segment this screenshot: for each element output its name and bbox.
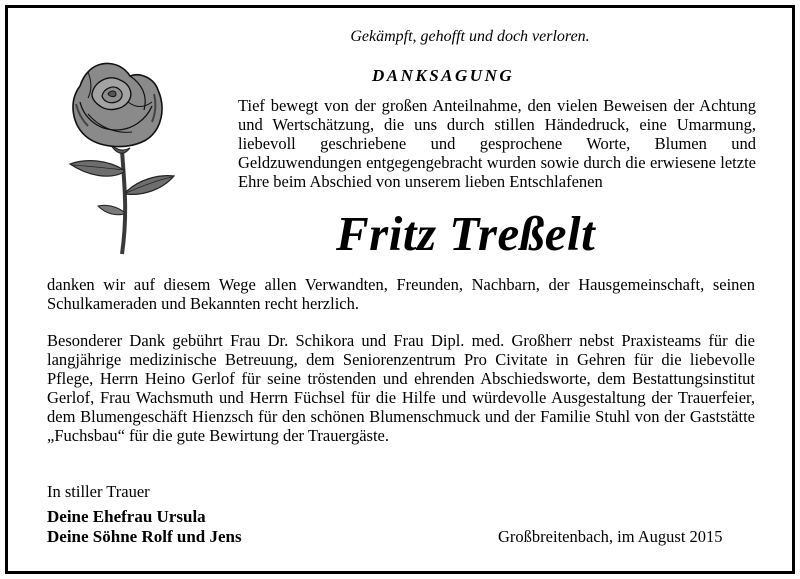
special-thanks-paragraph: Besonderer Dank gebührt Frau Dr. Schikora und Frau Dipl. med. Großherr nebst Praxisteams für die langjährige medizinische Betreuung, dem Seniorenzentrum Pro Civitate in Gehren für die liebevolle Pflege, Herrn Heino Gerlof für seine tröstenden und ehrenden Abschiedsworte, dem Bestattungsinstitut Gerlof, Frau Wachsmuth und Herrn Füchsel für die Hilfe und würdevolle Ausgestaltung der Trauerfeier, dem Blumengeschäft Hienzsch für den schönen Blumenschmuck und der Familie Stuhl von der Gaststätte „Fuchsbau“ für die gute Bewirtung der Trauergäste.	[47, 331, 755, 445]
heading: DANKSAGUNG	[372, 66, 515, 85]
rose-icon	[58, 42, 180, 256]
signature-wife: Deine Ehefrau Ursula	[47, 507, 206, 526]
deceased-name: Fritz Treßelt	[336, 206, 596, 261]
signature-sons: Deine Söhne Rolf und Jens	[47, 527, 242, 546]
motto: Gekämpft, gehofft und doch verloren.	[350, 28, 590, 45]
intro-text: Tief bewegt von der großen Anteilnahme, den vielen Beweisen der Achtung und Wertschätzung, die uns durch stillen Händedruck, eine Umarmung, liebevoll geschriebene und gesprochene Worte, Blumen und Geldzuwendungen entgegengebracht wurden sowie durch die erwiesene letzte Ehre beim Abschied von unserem lieben Entschlafenen	[238, 96, 756, 191]
place-date: Großbreitenbach, im August 2015	[498, 527, 723, 546]
thanks-paragraph: danken wir auf diesem Wege allen Verwandten, Freunden, Nachbarn, der Hausgemeinschaft, seinen Schulkameraden und Bekannten recht herzlich.	[47, 275, 755, 313]
closing-line: In stiller Trauer	[47, 482, 150, 501]
